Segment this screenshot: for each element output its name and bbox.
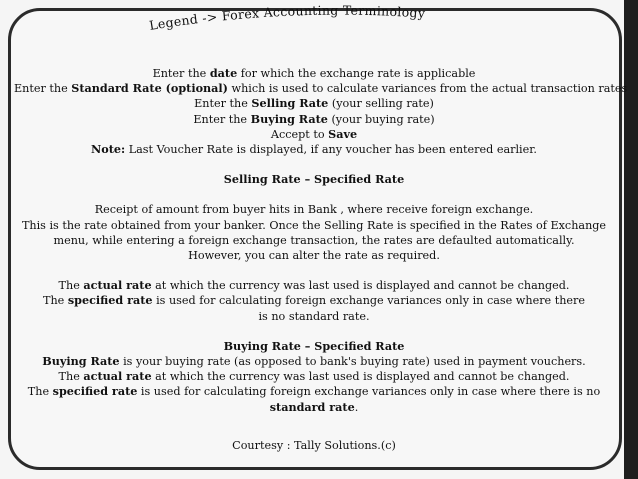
selling-para-alter: However, you can alter the rate as required. (188, 249, 440, 263)
selling-specified-rate: The specified rate is used for calculating foreign exchange variances only in case where there is no standard rate. (42, 293, 586, 323)
selling-actual-rate: The actual rate at which the currency was last used is displayed and cannot be changed. (58, 278, 570, 293)
slide-content (14, 66, 628, 453)
selling-heading: Selling Rate – Specified Rate (223, 172, 405, 187)
intro-line-date: Enter the date for which the exchange rate is applicable (152, 66, 476, 80)
intro-line-standard-rate: Enter the Standard Rate (optional) which is used to calculate variances from the actual transaction rates (14, 81, 628, 96)
title-text: Legend -> Forex Accounting Terminology (148, 2, 426, 33)
right-edge-bar (624, 0, 638, 479)
intro-line-save: Accept to Save (270, 126, 358, 141)
svg-text:Legend -> Forex Accounting Ter (148, 3, 426, 33)
selling-para-banker: This is the rate obtained from your banker. Once the Selling Rate is specified in the Rates of Exchange menu, while entering a foreign exchange transaction, the rates are defaulted automatically. (21, 218, 607, 247)
buying-heading: Buying Rate – Specified Rate (223, 338, 405, 353)
buying-standard-rate: standard rate. (269, 399, 359, 414)
buying-specified-rate: The specified rate is used for calculating foreign exchange variances only in case where there is no (27, 384, 601, 399)
arched-title (0, 0, 638, 60)
buying-actual-rate: The actual rate at which the currency was last used is displayed and cannot be changed. (58, 369, 570, 384)
intro-line-selling-rate: Enter the Selling Rate (your selling rate) (194, 96, 434, 111)
courtesy-line: Courtesy : Tally Solutions.(c) (232, 438, 396, 452)
buying-para-rate: Buying Rate is your buying rate (as opposed to bank's buying rate) used in payment vouchers. (42, 354, 586, 369)
intro-note: Note: Last Voucher Rate is displayed, if any voucher has been entered earlier. (91, 142, 537, 157)
intro-line-buying-rate: Enter the Buying Rate (your buying rate) (193, 111, 435, 126)
selling-para-receipt: Receipt of amount from buyer hits in Bank , where receive foreign exchange. (94, 203, 534, 217)
